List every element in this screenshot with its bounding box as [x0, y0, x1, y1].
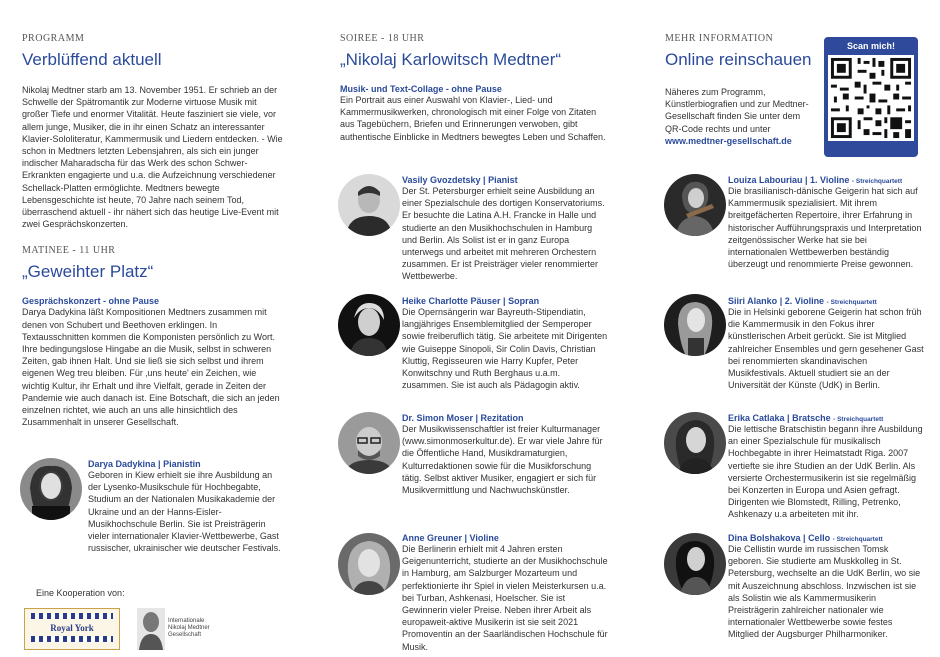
artist-role: 2. Violine	[784, 296, 825, 306]
programm-body: Nikolaj Medtner starb am 13. November 1951. Er schrieb an der Schwelle der Spätromantik zur Moderne virtuose Musik mit großer Tiefe und enormer Vitalität. Heute fasziniert sie viele, vor allem junge, Musiker, die in ihr einen Schatz an interessanter Klavier-Sololiteratur, Kammermusik und Liedern entdecken. - Wie schon in Medtners letzten Lebensjahren, als sich ein junger indischer Maharadscha für das Werk des schon Schwer-Erkrankten engagierte und u.a. die Aufzeichnung verschiedener Schellack-Platten ermöglichte. Medtners bewegte Lebensgeschichte ist heute, 70 Jahre nach seinem Tod, überraschend aktuell - ihr nähert sich das heutige Live-Event mit zwei Gesprächskonzerten.	[22, 85, 283, 230]
artist-bio-moser: Dr. Simon Moser | Rezitation Der Musikwissenschaftler ist freier Kulturmanager (www.simonmoserkultur.de). Er war viele Jahre für die Öffentliche Hand, Musikdramaturgien, Kulturredaktionen sowie für die Musikforschung tätig. Selbst aktiver Musiker, engagiert er sich für Musikvermittlung und Nachwuchskünstler.	[402, 413, 608, 496]
info-kicker: MEHR INFORMATION	[665, 33, 774, 44]
artist-ensemble: - Streichquartett	[833, 416, 884, 423]
qr-code-block[interactable]	[824, 37, 918, 157]
info-title: Online reinschauen	[665, 50, 812, 69]
artist-name: Darya Dadykina	[88, 459, 156, 469]
artist-photo-gvozdetsky	[338, 174, 400, 236]
artist-bio-dadykina: Darya Dadykina | Pianistin Geboren in Kiew erhielt sie ihre Ausbildung an der Lysenko-Musikschule für Hochbegabte, Studium an der Nationalen Musikakademie der Ukraine und an der Hanns-Eisler-Musikhochschule Berlin. Sie ist Preisträgerin vieler internationaler Klavier-Wettbewerbe, Gast russischer, ukrainischer wie deutscher Festivals.	[88, 459, 284, 554]
artist-role: Sopran	[508, 296, 540, 306]
artist-photo-greuner	[338, 533, 400, 595]
artist-name: Dina Bolshakova	[728, 533, 801, 543]
programm-title: Verblüffend aktuell	[22, 50, 162, 69]
artist-bio-text: Die Cellistin wurde im russischen Tomsk geboren. Sie studierte am Muskkolleg in St. Petersburg, wechselte an die UdK Berlin, wo sie mit Auszeichnung abschloss. Inzwischen ist sie als Solistin wie als Kammermusikerin Preisträgerin zahlreicher nationaler wie internationaler Wettbewerbe sowie festes Mitglied der Augsburger Philharmoniker.	[728, 544, 921, 640]
artist-bio-text: Die in Helsinki geborene Geigerin hat schon früh die Kammermusik in den Fokus ihrer künstlerischen Arbeit gerückt. Sie ist Mitglied zahlreicher Ensembles und gern gesehener Gast bei renommierten skandinavischen Musikfestivals. Aktuell studiert sie an der Universität der Künste (UdK) in Berlin.	[728, 307, 924, 391]
artist-photo-bolshakova	[664, 533, 726, 595]
artist-bio-catlaka: Erika Catlaka | Bratsche - Streichquartett Die lettische Bratschistin begann ihre Ausbildung an einer Spezialschule für musikalisch Hochbegabte in ihrer Heimatstadt Riga. 2007 vertiefte sie ihre Studien an der UdK Berlin. Als versierte Orchestermusikerin ist sie regelmäßig bei Konzerten in Europa und Asien gefragt. Dirigenten wie Blomstedt, Rilling, Petrenko, Ashkenazy u.a arbeiteten mit ihr.	[728, 413, 923, 520]
artist-bio-gvozdetsky: Vasily Gvozdetsky | Pianist Der St. Petersburger erhielt seine Ausbildung an einer Spezialschule des dortigen Konservatoriums. Er besuchte die Latina A.H. Francke in Halle und studierte an den Musikhochschulen in Hamburg und Berlin. Als Solist ist er in ganz Europa unterwegs und arbeitet mit mehreren Orchestern zusammen. Er ist Preisträger vieler renommierter Wettbewerbe.	[402, 175, 608, 283]
artist-ensemble: - Streichquartett	[851, 178, 903, 185]
artist-ensemble: - Streichquartett	[826, 299, 877, 306]
artist-role: Rezitation	[480, 413, 524, 423]
artist-bio-text: Geboren in Kiew erhielt sie ihre Ausbildung an der Lysenko-Musikschule für Hochbegabte, Studium an der Nationalen Musikakademie der Ukraine und an der Hanns-Eisler-Musikhochschule Berlin. Sie ist Preisträgerin vieler internationaler Klavier-Wettbewerbe, Gast russischer, ukrainischer wie deutscher Festivals.	[88, 470, 281, 554]
artist-bio-text: Der Musikwissenschaftler ist freier Kulturmanager (www.simonmoserkultur.de). Er war viele Jahre für die Öffentliche Hand, Musikdramaturgien, Kulturredaktionen sowie für die Musikforschung tätig. Selbst aktiver Musiker, engagiert er sich für Musikvermittlung und Nachwuchskünstler.	[402, 424, 603, 496]
artist-name: Vasily Gvozdetsky	[402, 175, 481, 185]
artist-photo-dadykina	[20, 458, 82, 520]
artist-photo-catlaka	[664, 412, 726, 474]
artist-name: Louiza Labouriau	[728, 175, 803, 185]
artist-bio-text: Die brasilianisch-dänische Geigerin hat sich auf Kammermusik spezialisiert. Mit ihrem breitgefächerten Repertoire, ihrer Erfahrung in historischer Aufführungspraxis und Interpretation zeitgenössischer Werke hat sie bei internationalen Wettbewerben beständig überzeugt und renommierte Preise gewonnen.	[728, 186, 922, 270]
artist-name: Siiri Alanko	[728, 296, 778, 306]
cooperation-label: Eine Kooperation von:	[36, 588, 125, 598]
artist-bio-text: Der St. Petersburger erhielt seine Ausbildung an einer Spezialschule des dortigen Konservatoriums. Er besuchte die Latina A.H. Francke in Halle und studierte an den Musikhochschulen in Hamburg und Berlin. Als Solist ist er in ganz Europa unterwegs und arbeitet mit mehreren Orchestern zusammen. Er ist Preisträger vieler renommierter Wettbewerbe.	[402, 186, 605, 282]
matinee-subtitle: Gesprächskonzert - ohne Pause	[22, 296, 160, 307]
artist-bio-paeuser: Heike Charlotte Päuser | Sopran Die Opernsängerin war Bayreuth-Stipendiatin, langjähriges Ensemblemitglied der Semperoper sowie freiberuflich tätig. Sie arbeitete mit Dirigenten wie Guiseppe Sinopoli, Sir Colin Davis, Christian Kluttig, Regisseuren wie Harry Kupfer, Peter Konwitschny und Ruth Berghaus u.a.m. zusammen. Sie ist auch als Pädagogin aktiv.	[402, 296, 608, 391]
artist-bio-text: Die Berlinerin erhielt mit 4 Jahren ersten Geigenunterricht, studierte an der Musikhochschule in Hamburg, am Salzburger Mozarteum und perfektionierte ihr Spiel in vielen Meisterkursen u.a. bei Turban, Ashkenasi, Hoelscher. Sie ist Gewinnerin vieler Preise. Neben ihrer Arbeit als europaweit-aktive Musikerin ist sie seit 2021 Promoventin an der Saarländischen Hochschule für Musik.	[402, 544, 608, 652]
matinee-body: Darya Dadykina läßt Kompositionen Medtners zusammen mit denen von Schubert und Beethoven erklingen. In Textausschnitten kommen die Komponisten persönlich zu Wort. Ihre bedingungslose Hingabe an die Musik, selbst in schweren Zeiten, gab ihnen Halt. Und sie ließ sie sich selbst und ihrem eigenen Weg treu bleiben. Für ‚uns heute' ein Zeichen, wie wichtig Kultur, ihr Erhalt und ihre Vielfalt, gerade in Zeiten der Pandemie wie auch danach ist. Eine Botschaft, die sich an jeden einzelnen richtet, wie auch an uns alle hinsichtlich des Zusammenhalt in unserer Gesellschaft.	[22, 307, 280, 428]
artist-bio-text: Die Opernsängerin war Bayreuth-Stipendiatin, langjähriges Ensemblemitglied der Semperoper sowie freiberuflich tätig. Sie arbeitete mit Dirigenten wie Guiseppe Sinopoli, Sir Colin Davis, Christian Kluttig, Regisseuren wie Harry Kupfer, Peter Konwitschny und Ruth Berghaus u.a.m. zusammen. Sie ist auch als Pädagogin aktiv.	[402, 307, 608, 391]
website-link[interactable]: www.medtner-gesellschaft.de	[665, 135, 792, 146]
info-body: Näheres zum Programm, Künstlerbiografien und zur Medtner-Gesellschaft finden Sie unter dem QR-Code rechts und unter	[665, 87, 809, 134]
artist-role: Pianistin	[163, 459, 201, 469]
matinee-title: „Geweihter Platz“	[22, 262, 154, 282]
artist-bio-greuner: Anne Greuner | Violine Die Berlinerin erhielt mit 4 Jahren ersten Geigenunterricht, studierte an der Musikhochschule in Hamburg, am Salzburger Mozarteum und perfektionierte ihr Spiel in vielen Meisterkursen u.a. bei Turban, Ashkenasi, Hoelscher. Sie ist Gewinnerin vieler Preise. Neben ihrer Arbeit als europaweit-aktive Musikerin ist sie seit 2021 Promoventin an der Saarländischen Hochschule für Musik.	[402, 533, 608, 652]
artist-bio-text: Die lettische Bratschistin begann ihre Ausbildung an einer Spezialschule für musikalisch Hochbegabte in ihrer Heimatstadt Riga. 2007 vertiefte sie ihre Studien an der UdK Berlin. Als versierte Orchestermusikerin ist sie regelmäßig bei Konzerten in Europa und Asien gefragt. Dirigenten wie Blomstedt, Rilling, Petrenko, Ashkenazy u.a arbeiteten mit ihr.	[728, 424, 923, 520]
artist-role: Cello	[808, 533, 831, 543]
soiree-kicker: SOIREE - 18 UHR	[340, 33, 425, 44]
artist-photo-paeuser	[338, 294, 400, 356]
artist-photo-moser	[338, 412, 400, 474]
logo-medtner-gesellschaft	[137, 606, 217, 652]
scan-label: Scan mich!	[846, 41, 895, 51]
artist-bio-alanko: Siiri Alanko | 2. Violine - Streichquartett Die in Helsinki geborene Geigerin hat schon früh die Kammermusik in den Fokus ihrer künstlerischen Arbeit gerückt. Sie ist Mitglied zahlreicher Ensembles und gern gesehener Gast bei renommierten skandinavischen Musikfestivals. Aktuell studiert sie an der Universität der Künste (UdK) in Berlin.	[728, 296, 924, 391]
artist-role: Pianist	[488, 175, 518, 185]
artist-role: Violine	[469, 533, 499, 543]
column-soiree	[340, 0, 606, 143]
artist-name: Dr. Simon Moser	[402, 413, 474, 423]
logo-royal-york	[24, 608, 120, 650]
artist-bio-labouriau: Louiza Labouriau | 1. Violine - Streichquartett Die brasilianisch-dänische Geigerin hat sich auf Kammermusik spezialisiert. Mit ihrem breitgefächerten Repertoire, ihrer Erfahrung in historischer Aufführungspraxis und Interpretation zeitgenössischer Werke hat sie bei internationalen Wettbewerben beständig überzeugt und renommierte Preise gewonnen.	[728, 175, 924, 270]
logo-medtner-text: Internationale Nikolaj Medtner Gesellschaft	[168, 618, 210, 638]
artist-role: Bratsche	[792, 413, 831, 423]
artist-name: Heike Charlotte Päuser	[402, 296, 501, 306]
column-programm	[22, 0, 284, 428]
programm-kicker: PROGRAMM	[22, 33, 85, 44]
artist-ensemble: - Streichquartett	[832, 536, 883, 543]
column-info	[665, 0, 815, 147]
artist-photo-alanko	[664, 294, 726, 356]
matinee-kicker: MATINEE - 11 UHR	[22, 245, 116, 257]
soiree-body: Ein Portrait aus einer Auswahl von Klavier-, Lied- und Kammermusikwerken, chronologisch mit einer Folge von Zitaten aus Tagebüchern, Briefen und Erinnerungen verwoben, gibt authentische Einblicke in Medtners bewegtes Leben und Schaffen.	[340, 95, 606, 142]
artist-role: 1. Violine	[810, 175, 850, 185]
medtner-portrait-icon	[137, 608, 165, 650]
soiree-subtitle: Musik- und Text-Collage - ohne Pause	[340, 84, 502, 94]
artist-bio-bolshakova: Dina Bolshakova | Cello - Streichquartett Die Cellistin wurde im russischen Tomsk geboren. Sie studierte am Muskkolleg in St. Petersburg, wechselte an die UdK Berlin, wo sie mit Auszeichnung abschloss. Inzwischen ist sie als Solistin wie als Kammermusikerin Preisträgerin zahlreicher nationaler wie internationaler Wettbewerbe sowie festes Mitglied der Augsburger Philharmoniker.	[728, 533, 924, 641]
artist-name: Anne Greuner	[402, 533, 463, 543]
soiree-title: „Nikolaj Karlowitsch Medtner“	[340, 50, 562, 69]
artist-name: Erika Catlaka	[728, 413, 785, 423]
logo-royal-york-text: Royal York	[50, 623, 94, 633]
artist-photo-labouriau	[664, 174, 726, 236]
qr-code-icon	[828, 55, 914, 141]
